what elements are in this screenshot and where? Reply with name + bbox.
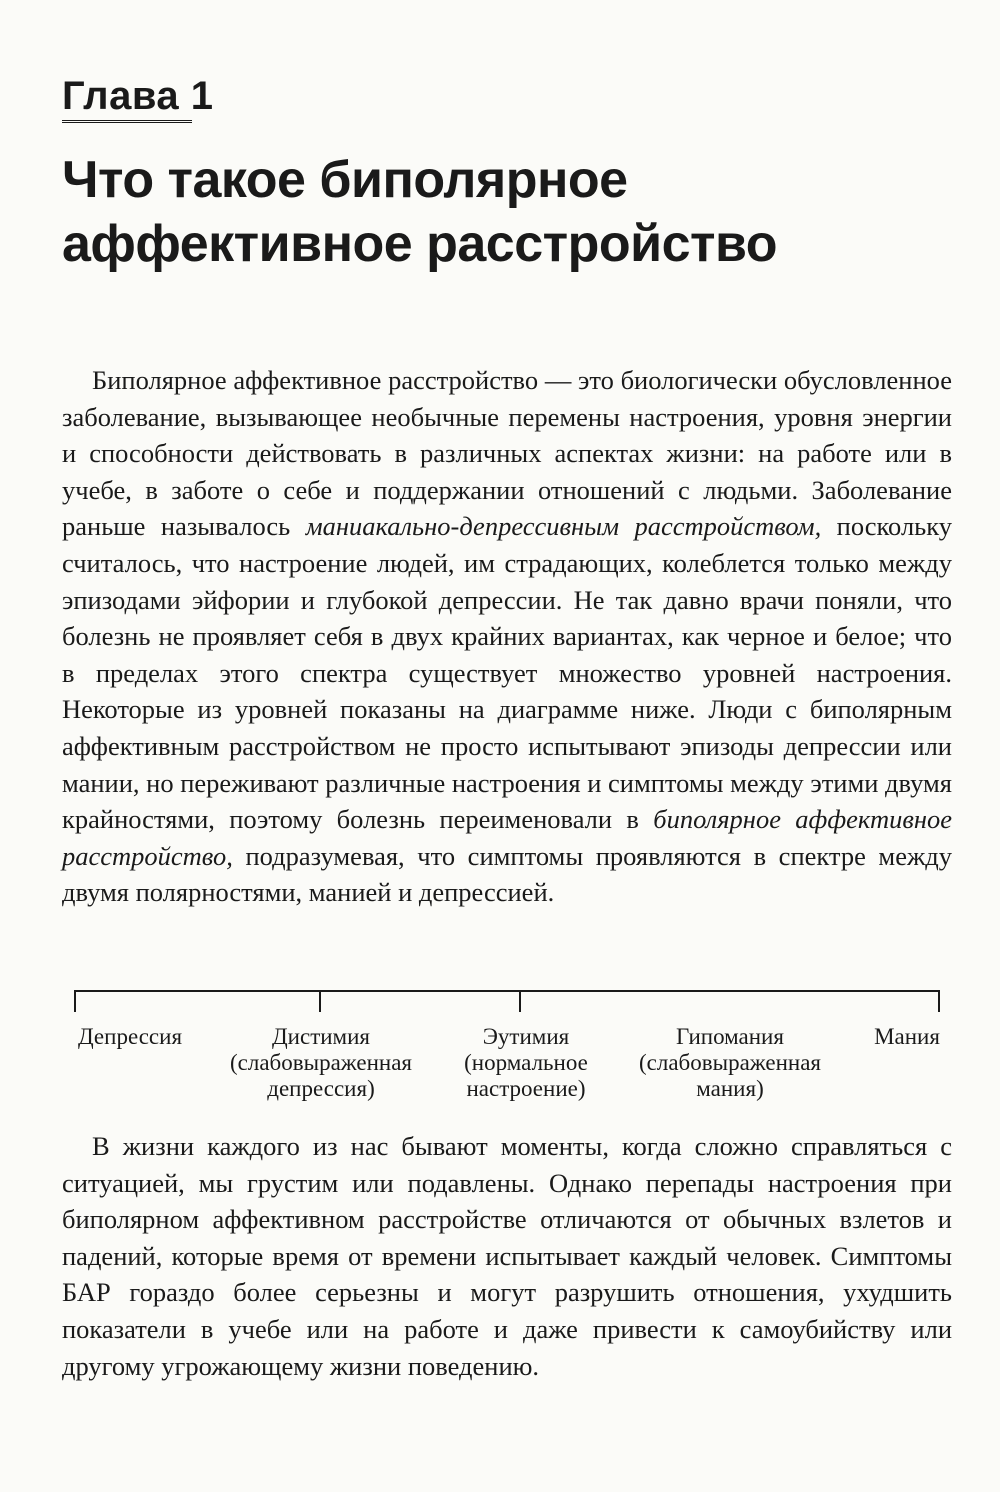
spectrum-label-dysthymia <box>206 1024 436 1102</box>
spectrum-label-line: (слабовыраженная <box>639 1050 821 1075</box>
intro-italic-term-1: маниакально-депрессивным расстройством, <box>305 511 822 542</box>
intro-italic-term-2: биполярное аффективное расстройство, <box>62 804 953 871</box>
spectrum-tick-depression <box>74 990 76 1012</box>
spectrum-label-mania <box>852 1024 962 1050</box>
spectrum-label-depression <box>50 1024 210 1050</box>
chapter-label: Глава 1 <box>62 74 214 118</box>
spectrum-label-line: (слабовыраженная <box>230 1050 412 1075</box>
chapter-title: Что такое биполярное аффективное расстройство <box>62 151 778 273</box>
spectrum-label-line: Дистимия <box>271 1024 370 1049</box>
intro-text-2: поскольку считалось, что настроение людей, им страдающих, колеблется только между эпизодами эйфории и глубокой депрессии. Не так давно врачи поняли, что болезнь не проявляет себя в двух крайних вариантах, как черное и белое; что в пределах этого спектра существует множество уровней настроения. Некоторые из уровней показаны на диаграмме ниже. Люди с биполярным аффективным расстройством не просто испытывают эпизоды депрессии или мании, но переживают различные настроения и симптомы между этими двумя крайностями, поэтому болезнь переименовали в <box>62 511 953 835</box>
spectrum-tick-euthymia <box>519 990 521 1012</box>
spectrum-label-line: Гипомания <box>676 1024 784 1049</box>
spectrum-label-line: настроение) <box>466 1076 586 1101</box>
chapter-rule <box>62 120 192 123</box>
spectrum-tick-dysthymia <box>319 990 321 1012</box>
spectrum-label-line: (нормальное <box>464 1050 588 1075</box>
intro-text-3: подразумевая, что симптомы проявляются в спектре между двумя полярностями, манией и депрессией. <box>62 840 952 908</box>
spectrum-label-line: Мания <box>874 1024 940 1049</box>
spectrum-label-euthymia <box>446 1024 606 1102</box>
intro-text-1: Биполярное аффективное расстройство — это биологически обусловленное заболевание, вызывающее необычные перемены настроения, уровня энергии и способности действовать в различных аспектах жизни: на работе или в учебе, в заботе о себе и поддержании отношений с людьми. Заболевание раньше называлось <box>62 365 952 542</box>
mood-spectrum-axis <box>74 990 940 1012</box>
spectrum-label-hypomania <box>614 1024 846 1102</box>
spectrum-line <box>74 990 940 992</box>
spectrum-label-line: депрессия) <box>267 1076 375 1101</box>
spectrum-label-line: Эутимия <box>482 1024 570 1049</box>
spectrum-label-line: Депрессия <box>77 1024 183 1049</box>
second-paragraph: В жизни каждого из нас бывают моменты, когда сложно справляться с ситуацией, мы грустим или подавлены. Однако перепады настроения при биполярном аффективном расстройстве отличаются от обычных взлетов и падений, которые время от времени испытывает каждый человек. Симптомы БАР гораздо более серьезны и могут разрушить отношения, ухудшить показатели в учебе или на работе и даже привести к самоубийству или другому угрожающему жизни поведению. <box>62 1131 952 1381</box>
spectrum-tick-mania <box>938 990 940 1012</box>
spectrum-label-line: мания) <box>696 1076 764 1101</box>
intro-paragraph <box>62 362 952 911</box>
